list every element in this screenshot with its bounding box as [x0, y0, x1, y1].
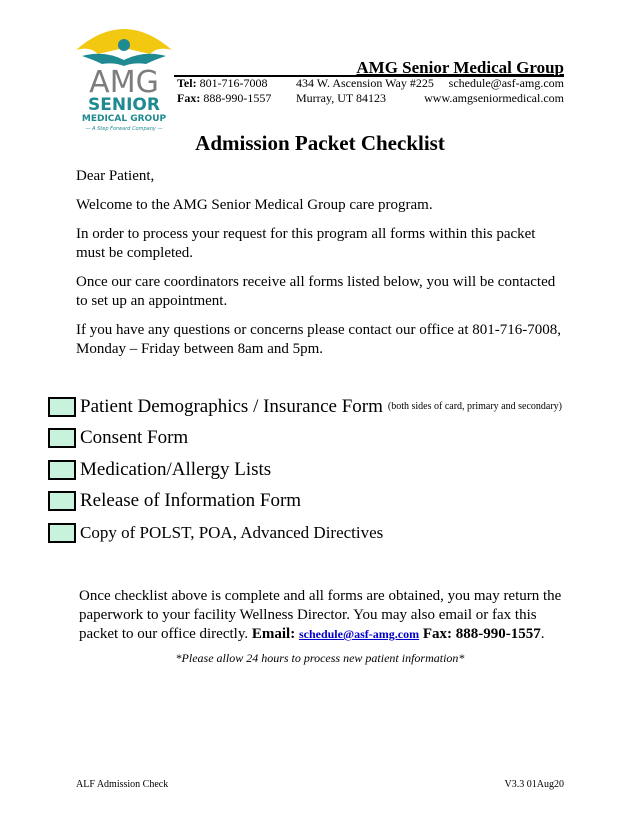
fax-number: 888-990-1557 [203, 91, 272, 105]
address-line-1: 434 W. Ascension Way #225 [296, 76, 434, 90]
email-link[interactable]: schedule@asf-amg.com [298, 627, 420, 641]
logo-wordmark: AMG [89, 65, 159, 100]
checklist-label: Patient Demographics / Insurance Form [80, 395, 383, 417]
figure-icon [118, 39, 130, 51]
closing-text: Once checklist above is complete and all forms are obtained, you may return the paperwork to your facility Wellness Director. You may also email or fax this packet to our office directly. [79, 588, 562, 642]
processing-note: *Please allow 24 hours to process new patient information* [175, 651, 465, 665]
greeting: Dear Patient, [76, 168, 155, 184]
address-line-2: Murray, UT 84123 [296, 91, 386, 105]
header-website[interactable]: www.amgseniormedical.com [424, 91, 564, 105]
tel-number[interactable]: 801-716-7008 [199, 76, 268, 90]
fax-line [177, 91, 271, 106]
tel-line [177, 76, 271, 91]
amg-logo [74, 20, 174, 138]
logo-senior: SENIOR [88, 95, 160, 115]
checkbox[interactable] [48, 460, 76, 480]
fax-label: Fax: [177, 91, 201, 105]
intro-paragraph-3: Once our care coordinators receive all forms listed below, you will be contacted to set up an appointment. [76, 274, 556, 309]
amg-logo-graphic [74, 20, 174, 138]
checklist-label: Copy of POLST, POA, Advanced Directives [80, 522, 384, 542]
closing-paragraph [79, 587, 569, 644]
checklist-item-release [48, 486, 608, 518]
intro-paragraph-4: If you have any questions or concerns please contact our office at 801-716-7008, Monday – Friday between 8am and 5pm. [76, 322, 561, 357]
checkbox[interactable] [48, 523, 76, 543]
intro-letter [76, 167, 566, 369]
phone-fax-block [177, 76, 271, 106]
header-email[interactable]: schedule@asf-amg.com [448, 76, 564, 90]
checkbox[interactable] [48, 428, 76, 448]
fax-label: Fax: 888-990-1557 [422, 626, 541, 642]
checkbox[interactable] [48, 491, 76, 511]
intro-paragraph-1: Welcome to the AMG Senior Medical Group care program. [76, 197, 433, 213]
checklist-note: (both sides of card, primary and secondary) [387, 401, 562, 413]
footer-version: V3.3 01Aug20 [504, 779, 564, 790]
email-label: Email: [251, 626, 296, 642]
checklist-item-consent [48, 423, 608, 455]
org-name: AMG Senior Medical Group [356, 58, 564, 77]
page-title: Admission Packet Checklist [195, 131, 445, 155]
address-block [296, 76, 434, 106]
footer-doc-name: ALF Admission Check [76, 779, 169, 790]
checklist-item-demographics [48, 391, 608, 423]
checkbox[interactable] [48, 397, 76, 417]
checklist-label: Release of Information Form [80, 490, 302, 512]
logo-tagline: — A Step Forward Company — [85, 126, 163, 132]
checklist-item-polst [48, 517, 608, 549]
checklist-item-medication [48, 454, 608, 486]
email-web-block [424, 76, 564, 106]
checklist-label: Medication/Allergy Lists [80, 458, 272, 480]
closing-end: . [540, 626, 545, 642]
checklist [48, 391, 608, 549]
checklist-label: Consent Form [80, 427, 189, 449]
tel-label: Tel: [177, 76, 197, 90]
intro-paragraph-2: In order to process your request for this program all forms within this packet must be completed. [76, 226, 536, 261]
logo-medical-group: MEDICAL GROUP [81, 114, 167, 124]
